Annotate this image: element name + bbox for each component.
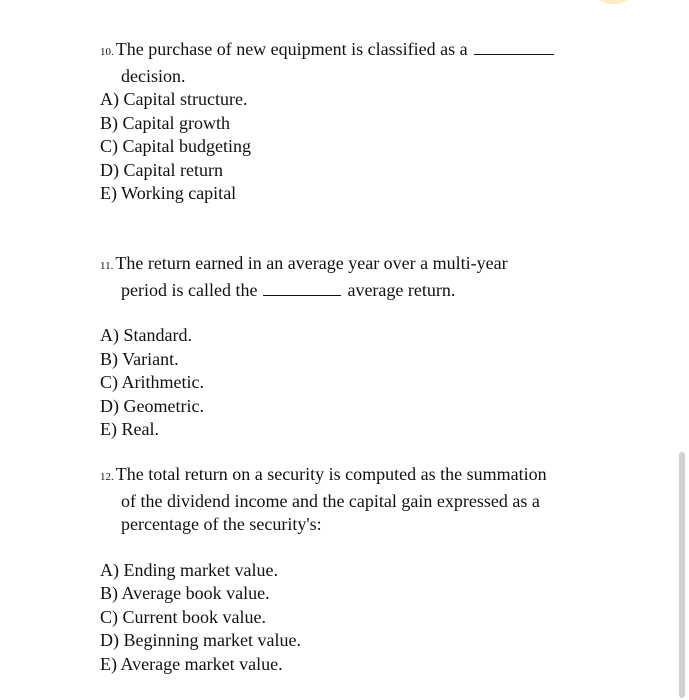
question-11 [100,252,620,442]
option-b: B) Variant. [100,348,179,369]
option-c: C) Capital budgeting [100,136,251,156]
question-number: 12. [100,471,114,483]
option-d: D) Geometric. [100,395,204,416]
question-text: The total return on a security is computed as the summation [115,464,547,484]
answer-options [100,88,620,206]
option-b: B) Capital growth [100,112,230,133]
question-number: 11. [100,260,114,272]
option-a: A) Standard. [100,325,192,345]
option-e: E) Average market value. [100,653,283,674]
question-text-part: average return. [347,279,456,300]
question-text-continued: of the dividend income and the capital gain expressed as a [121,490,540,511]
option-d: D) Capital return [100,159,223,180]
corner-highlight [597,0,631,4]
option-c: C) Current book value. [100,606,266,627]
option-a: A) Capital structure. [100,89,248,109]
question-stem [100,252,620,279]
option-b: B) Average book value. [100,583,270,603]
answer-options [100,559,620,677]
answer-blank [474,38,554,55]
question-stem [100,463,620,490]
question-text-part: period is called the [121,279,258,300]
question-text: The return earned in an average year over a multi-year [115,253,508,273]
answer-options [100,324,620,442]
answer-blank [263,279,341,296]
question-text: The purchase of new equipment is classified as a [115,39,468,59]
question-text-continued: percentage of the security's: [121,514,322,534]
question-number: 10. [100,46,114,58]
option-a: A) Ending market value. [100,559,278,580]
question-10 [100,38,620,206]
option-d: D) Beginning market value. [100,630,301,650]
option-e: E) Working capital [100,183,237,203]
question-text-continued: decision. [121,65,186,86]
question-text-continued [100,279,620,303]
option-c: C) Arithmetic. [100,372,204,392]
question-12 [100,463,620,676]
option-e: E) Real. [100,419,159,439]
vertical-scrollbar[interactable] [679,452,685,698]
question-stem [100,38,620,65]
